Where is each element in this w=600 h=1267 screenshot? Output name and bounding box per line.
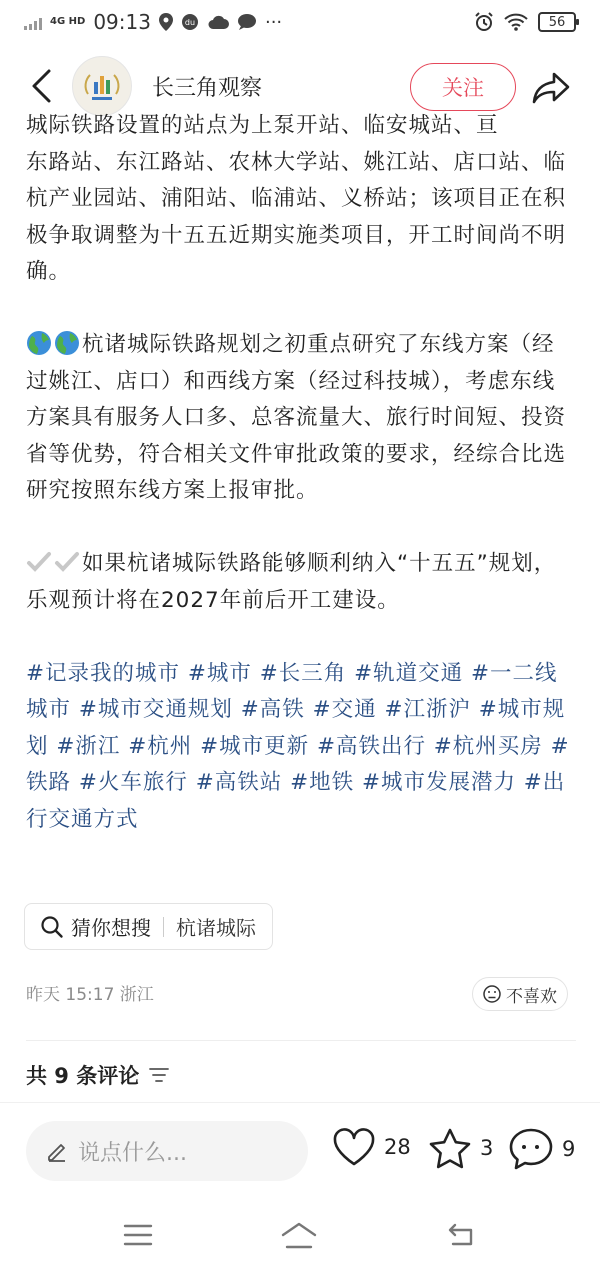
favorite-button[interactable]: [428, 1127, 493, 1169]
hashtag-link[interactable]: #铁路: [26, 733, 570, 795]
globe-icon: [54, 330, 80, 356]
comment-count: 9: [562, 1137, 576, 1161]
status-bar: [0, 0, 600, 44]
favorite-count: 3: [480, 1136, 494, 1160]
frown-face-icon: [483, 985, 501, 1003]
paragraph-2: [26, 327, 576, 510]
follow-button[interactable]: 关注: [410, 63, 516, 111]
clipped-text-line: 城际铁路设置的站点为上泵开站、临安城站、亘: [26, 113, 499, 138]
hashtag-link[interactable]: #地铁: [290, 770, 355, 795]
search-suggestion[interactable]: [24, 903, 273, 950]
battery-level: 56: [548, 14, 566, 30]
signal-icon: [24, 14, 42, 30]
hashtag-link[interactable]: #高铁站: [195, 770, 283, 795]
hashtag-link[interactable]: #城市更新: [200, 733, 310, 759]
paragraph-1: 东路站、东江路站、农林大学站、姚江站、店口站、临杭产业园站、浦阳站、临浦站、义桥站；该项目正在积极争取调整为十五五近期实施类项目，开工时间尚不明确。: [26, 149, 567, 284]
paragraph-2-text: 杭诸城际铁路规划之初重点研究了东线方案（经过姚江、店口）和西线方案（经过科技城），考虑东线方案具有服务人口多、总客流量大、旅行时间短、投资省等优势，符合相关文件审批政策的要求，经综合比选研究按照东线方案上报审批。: [26, 332, 567, 503]
more-status-dots: ···: [264, 11, 283, 33]
status-time: 09:13: [93, 10, 151, 34]
hashtag-link[interactable]: #高铁出行: [316, 733, 426, 759]
cloud-icon: [207, 14, 229, 30]
comment-count-title: 共 9 条评论: [26, 1064, 140, 1088]
avatar-logo-icon: [80, 64, 124, 108]
share-button[interactable]: [528, 65, 574, 111]
hashtag-link[interactable]: #江浙沪: [384, 697, 471, 722]
bottom-action-bar: [0, 1102, 600, 1202]
check-mark-icon: [26, 549, 52, 575]
post-body: [26, 113, 576, 882]
svg-text:du: du: [184, 18, 196, 27]
wifi-icon: [504, 13, 528, 31]
like-button[interactable]: [332, 1127, 411, 1167]
message-icon: [237, 13, 257, 31]
comment-bubble-icon: [508, 1127, 554, 1171]
system-nav-bar: [0, 1202, 600, 1267]
share-icon: [532, 71, 570, 105]
back-nav-icon[interactable]: [445, 1222, 477, 1248]
account-avatar[interactable]: [72, 56, 132, 116]
suggestion-keyword[interactable]: 杭诸城际: [176, 916, 256, 940]
hashtag-link[interactable]: #城市: [187, 660, 252, 686]
hashtag-list: [26, 656, 576, 839]
like-count: 28: [384, 1135, 411, 1159]
hashtag-link[interactable]: #浙江: [56, 733, 121, 759]
hashtag-link[interactable]: #记录我的城市: [26, 660, 181, 686]
comments-header: [26, 1060, 169, 1090]
hashtag-link[interactable]: #交通: [312, 697, 377, 722]
hashtag-link[interactable]: #城市交通规划: [78, 697, 233, 722]
back-arrow-icon: [31, 69, 53, 103]
hashtag-link[interactable]: #轨道交通: [354, 660, 464, 686]
comment-input[interactable]: [26, 1121, 308, 1181]
alarm-icon: [474, 12, 494, 32]
hashtag-link[interactable]: #城市发展潜力: [361, 770, 516, 795]
app-notification-icon: [181, 13, 199, 31]
hashtag-link[interactable]: #出行交通方式: [26, 770, 566, 832]
hashtag-link[interactable]: #一二线城市: [26, 660, 558, 722]
heart-icon: [332, 1127, 376, 1167]
menu-icon[interactable]: [123, 1223, 153, 1247]
battery-icon: [538, 12, 576, 32]
network-type: 4G HD: [50, 16, 86, 27]
dislike-label: 不喜欢: [506, 986, 557, 1007]
home-icon[interactable]: [279, 1221, 319, 1249]
location-icon: [159, 13, 173, 31]
pencil-icon: [46, 1140, 68, 1162]
check-mark-icon: [54, 549, 80, 575]
dislike-button[interactable]: [472, 977, 568, 1011]
suggestion-label: 猜你想搜: [71, 916, 151, 940]
search-icon: [41, 916, 63, 938]
divider: [163, 917, 164, 937]
comment-button[interactable]: [508, 1127, 575, 1171]
paragraph-3: [26, 546, 576, 619]
star-icon: [428, 1127, 472, 1169]
hashtag-link[interactable]: #长三角: [259, 660, 347, 686]
account-name[interactable]: 长三角观察: [152, 75, 263, 101]
hashtag-link[interactable]: #火车旅行: [78, 770, 188, 795]
comment-placeholder: 说点什么...: [78, 1140, 187, 1166]
hashtag-link[interactable]: #高铁: [240, 697, 305, 722]
hashtag-link[interactable]: #杭州买房: [433, 733, 543, 759]
post-time-location: 昨天 15:17 浙江: [26, 985, 154, 1005]
sort-icon[interactable]: [149, 1067, 169, 1083]
paragraph-3-text: 如果杭诸城际铁路能够顺利纳入“十五五”规划，乐观预计将在2027年前后开工建设。: [26, 551, 557, 613]
back-button[interactable]: [12, 56, 72, 116]
hashtag-link[interactable]: #城市规划: [26, 697, 566, 759]
hashtag-link[interactable]: #杭州: [128, 733, 193, 759]
globe-icon: [26, 330, 52, 356]
section-divider: [26, 1040, 576, 1041]
